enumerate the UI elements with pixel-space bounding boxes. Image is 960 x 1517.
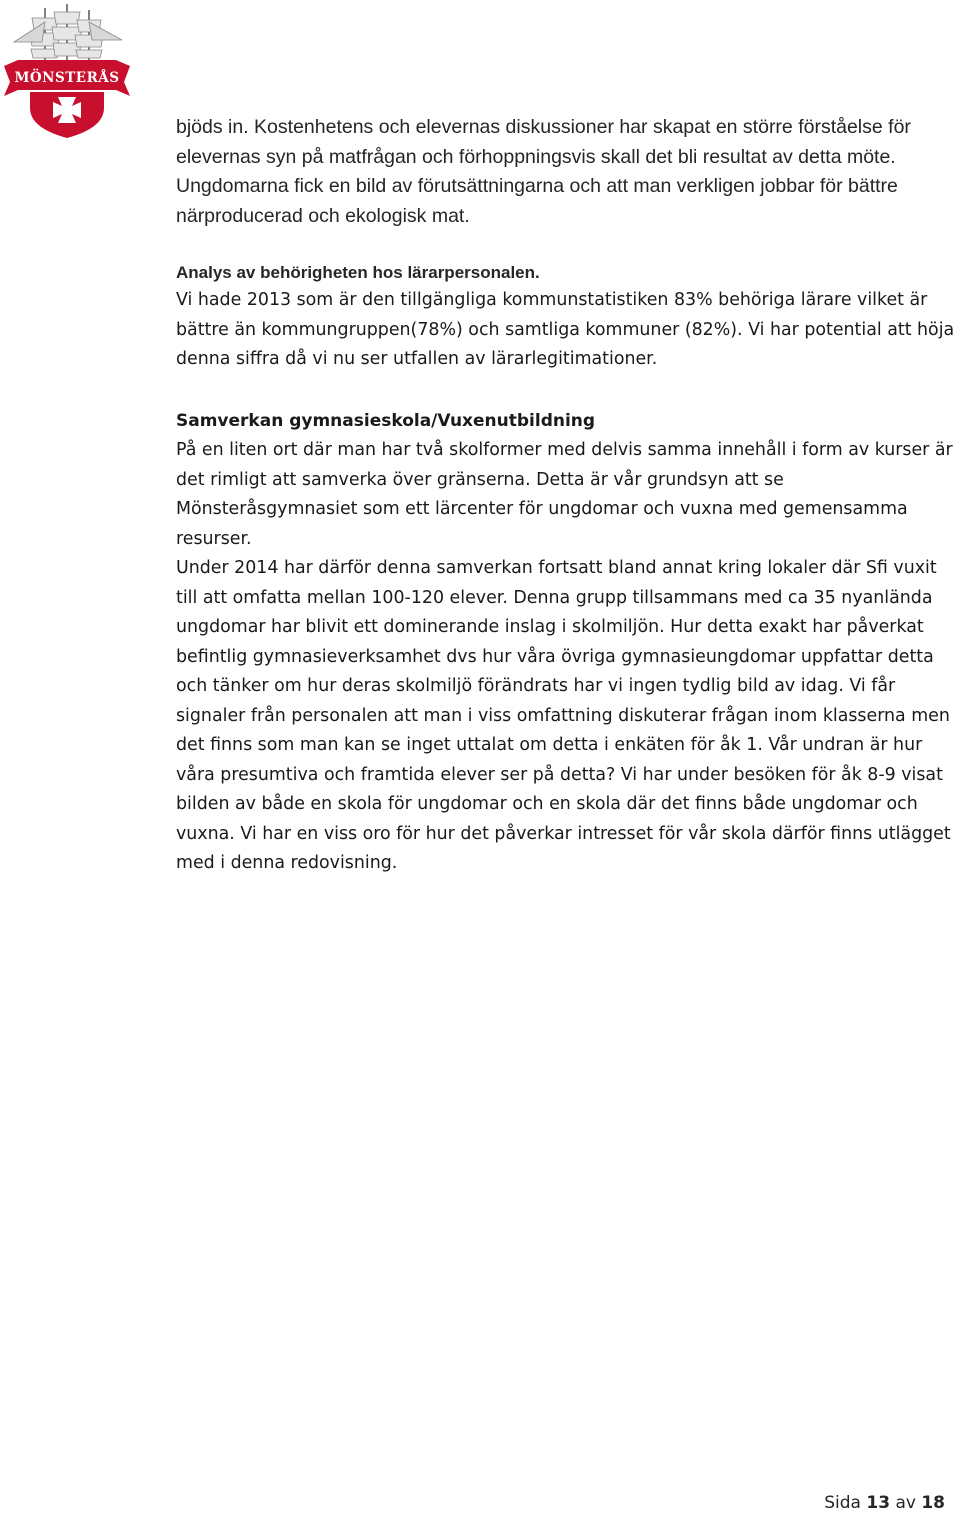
current-page: 13 bbox=[866, 1493, 891, 1513]
logo-text: MÖNSTERÅS bbox=[14, 70, 120, 86]
logo-graphic bbox=[0, 0, 135, 140]
intro-paragraph bbox=[176, 113, 956, 231]
analys-text: Vi hade 2013 som är den tillgängliga kommunstatistiken 83% behöriga lärare vilket är bättre än kommungruppen(78%) och samtliga kommuner (82%). Vi har potential att höja denna siffra då vi nu ser utfallen av lärarlegitimationer. bbox=[176, 290, 955, 369]
samverkan-text-1: På en liten ort där man har två skolformer med delvis samma innehåll i form av kurser är det rimligt att samverka över gränserna. Detta är vår grundsyn att se Mönsteråsgymnasiet som ett lärcenter för ungdomar och vuxna med gemensamma resurser. bbox=[176, 440, 953, 549]
of-word: av bbox=[895, 1493, 916, 1513]
intro-text: bjöds in. Kostenhetens och elevernas diskussioner har skapat en större förståelse för elevernas syn på matfrågan och förhoppningsvis skall det bli resultat av detta möte. Ungdomarna fick en bild av förutsättningarna och att man verkligen jobbar för bättre närproducerad och ekologisk mat. bbox=[176, 116, 911, 227]
monsteras-logo bbox=[0, 0, 135, 140]
analys-heading: Analys av behörigheten hos lärarpersonalen. bbox=[176, 263, 540, 282]
samverkan-paragraph bbox=[176, 436, 956, 879]
samverkan-text-2: Under 2014 har därför denna samverkan fortsatt bland annat kring lokaler där Sfi vuxit till att omfatta mellan 100-120 elever. Denna grupp tillsammans med ca 35 nyanlända ungdomar har blivit ett dominerande inslag i skolmiljön. Hur detta exakt har påverkat befintlig gymnasieverksamhet dvs hur våra övriga gymnasieungdomar uppfattar detta och tänker om hur deras skolmiljö förändrats har vi ingen tydlig bild av idag. Vi får signaler från personalen att man i viss omfattning diskuterar frågan inom klasserna men det finns som man kan se inget uttalat om detta i enkäten för åk 1. Vår undran är hur våra presumtiva och framtida elever ser på detta? Vi har under besöken för åk 8-9 visat bilden av både en skola för ungdomar och en skola där det finns både ungdomar och vuxna. Vi har en viss oro för hur det påverkar intresset för vår skola därför finns utlägget med i denna redovisning. bbox=[176, 558, 951, 873]
samverkan-heading: Samverkan gymnasieskola/Vuxenutbildning bbox=[176, 411, 596, 431]
total-pages: 18 bbox=[921, 1493, 945, 1513]
analys-paragraph bbox=[176, 286, 956, 375]
page-word: Sida bbox=[824, 1493, 861, 1513]
page-number bbox=[824, 1493, 945, 1513]
